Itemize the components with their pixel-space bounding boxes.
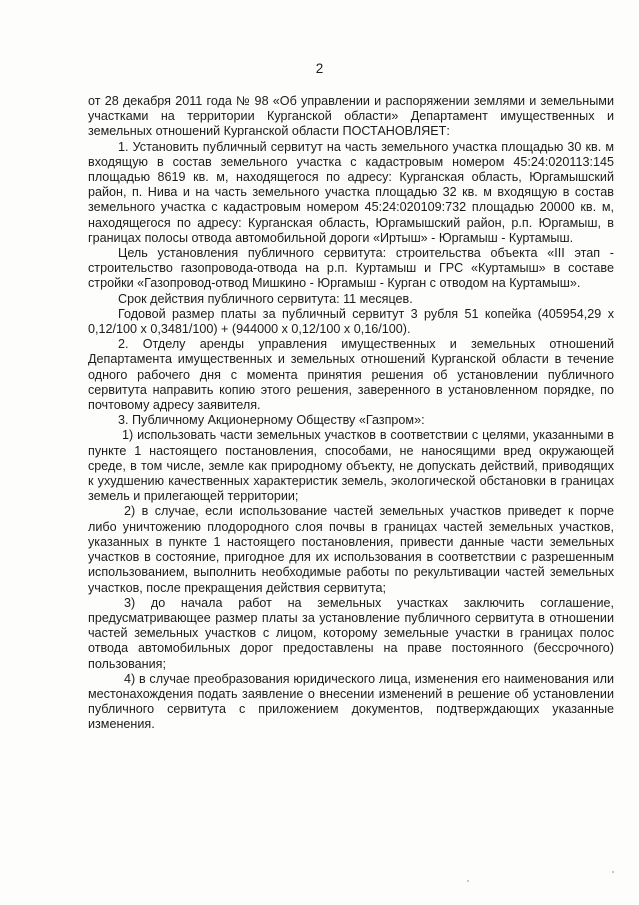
paragraph-subclause-3: 3) до начала работ на земельных участках заключить соглашение, предусматривающее размер платы за установление публичного сервитута в отношении частей земельных участков с лицом, которому земельные участки в границах полос отвода автомобильных дорог предоставлены на праве постоянного (бессрочного) пользования;: [88, 595, 614, 671]
paragraph-subclause-2: 2) в случае, если использование частей земельных участков приведет к порче либо уничтожению плодородного слоя почвы в границах частей земельных участков, указанных в пункте 1 настоящего постановления, привести данные части земельных участков в состояние, пригодное для их использования в соответствии с разрешенным использованием, выполнить необходимые работы по рекультивации частей земельных участков, после прекращения действия сервитута;: [88, 504, 614, 595]
paragraph-subclause-1: 1) использовать части земельных участков в соответствии с целями, указанными в пункте 1 настоящего постановления, способами, не наносящими вред окружающей среде, в том числе, земле как природному объекту, не допускать действий, приводящих к ухудшению качественных характеристик земель, экологической обстановки в границах земель и прилегающей территории;: [88, 428, 614, 504]
paragraph-preamble: от 28 декабря 2011 года № 98 «Об управлении и распоряжении землями и земельными участками на территории Курганской области» Департамент имущественных и земельных отношений Курганской области ПОСТАНОВЛЯЕТ:: [88, 94, 614, 139]
paragraph-fee: Годовой размер платы за публичный сервитут 3 рубля 51 копейка (405954,29 х 0,12/100 х 0,3481/100) + (944000 х 0,12/100 х 0,16/100).: [88, 306, 614, 337]
paragraph-clause-2: 2. Отделу аренды управления имущественных и земельных отношений Департамента имущественных и земельных отношений Курганской области в течение одного рабочего дня с момента принятия решения об установлении публичного сервитута направить копию этого решения, заверенного в установленном порядке, по почтовому адресу заявителя.: [88, 337, 614, 413]
paragraph-term: Срок действия публичного сервитута: 11 месяцев.: [118, 291, 413, 306]
paragraph-clause-3: 3. Публичному Акционерному Обществу «Газпром»:: [118, 413, 425, 428]
scan-speck: [612, 871, 614, 873]
scan-speck: [467, 880, 469, 882]
page-number: 2: [315, 61, 324, 76]
paragraph-subclause-4: 4) в случае преобразования юридического лица, изменения его наименования или местонахождения подать заявление о внесении изменений в решение об установлении публичного сервитута с приложением документов, подтверждающих указанные изменения.: [88, 671, 614, 732]
document-body: [88, 94, 614, 733]
paragraph-clause-1: 1. Установить публичный сервитут на часть земельного участка площадью 30 кв. м входящую в состав земельного участка с кадастровым номером 45:24:020113:145 площадью 8619 кв. м, находящегося по адресу: Курганская область, Юргамышский район, п. Нива и на часть земельного участка площадью 32 кв. м входящую в состав земельного участка с кадастровым номером 45:24:020109:732 площадью 20000 кв. м, находящегося по адресу: Курганская область, Юргамышский район, р.п. Юргамыш, в границах полосы отвода автомобильной дороги «Иртыш» - Юргамыш - Куртамыш.: [88, 139, 614, 245]
paragraph-purpose: Цель установления публичного сервитута: строительства объекта «III этап - строительство газопровода-отвода на р.п. Куртамыш и ГРС «Куртамыш» в составе стройки «Газопровод-отвод Мишкино - Юргамыш - Курган с отводом на Куртамыш».: [88, 246, 614, 291]
